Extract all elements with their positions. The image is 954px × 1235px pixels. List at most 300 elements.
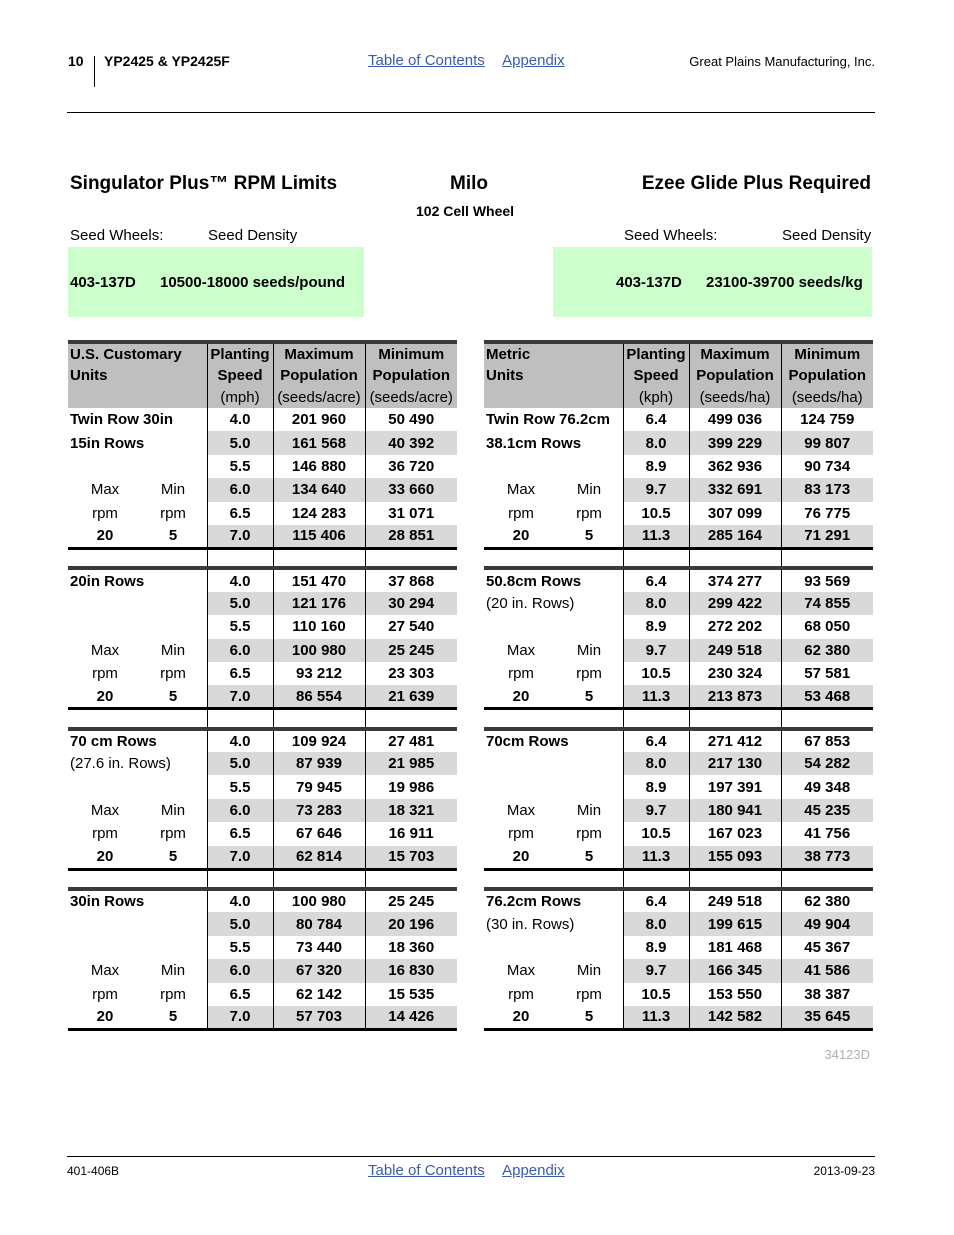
row-spacing-sublabel xyxy=(484,752,623,775)
header-row xyxy=(68,342,457,364)
planting-speed: 9.7 xyxy=(623,478,689,501)
table-row xyxy=(484,568,873,591)
column-header: Units xyxy=(68,364,207,386)
table-row xyxy=(68,455,457,478)
rpm-label-cell xyxy=(484,799,623,822)
max-rpm-value: 20 xyxy=(512,848,530,866)
table-row xyxy=(484,431,873,454)
spacer-cell xyxy=(781,548,873,568)
max-rpm-label: Max xyxy=(90,641,120,659)
max-population: 100 980 xyxy=(273,889,365,912)
column-header: (mph) xyxy=(207,386,273,408)
label-cell xyxy=(68,455,207,478)
rpm-label-cell xyxy=(484,1006,623,1029)
min-population: 30 294 xyxy=(365,592,457,615)
min-population: 31 071 xyxy=(365,502,457,525)
group-spacer xyxy=(484,869,873,889)
row-spacing-sublabel: (20 in. Rows) xyxy=(486,594,575,612)
row-spacing-label: 76.2cm Rows xyxy=(486,893,582,911)
min-population: 18 360 xyxy=(365,936,457,959)
column-header: Maximum xyxy=(273,342,365,364)
table-row xyxy=(484,502,873,525)
min-population: 37 868 xyxy=(365,568,457,591)
header-rule xyxy=(67,112,875,113)
spacer-cell xyxy=(781,709,873,729)
table-of-contents-link[interactable]: Table of Contents xyxy=(368,52,485,69)
footer-appendix-link[interactable]: Appendix xyxy=(502,1162,565,1179)
min-population: 38 773 xyxy=(781,846,873,869)
column-header: Speed xyxy=(207,364,273,386)
rpm-label-cell xyxy=(68,502,207,525)
planting-speed: 9.7 xyxy=(623,959,689,982)
header-row xyxy=(484,386,873,408)
min-rpm-label: Min xyxy=(160,962,186,980)
max-population: 73 440 xyxy=(273,936,365,959)
min-rpm-label: Min xyxy=(160,641,186,659)
spacer-cell xyxy=(623,709,689,729)
label-cell xyxy=(484,615,623,638)
label-cell xyxy=(68,936,207,959)
min-rpm-label: Min xyxy=(576,802,602,820)
max-population: 199 615 xyxy=(689,912,781,935)
min-population: 18 321 xyxy=(365,799,457,822)
rpm-label-cell xyxy=(484,639,623,662)
table-row xyxy=(484,478,873,501)
planting-speed: 6.4 xyxy=(623,889,689,912)
max-rpm-value: 20 xyxy=(96,1008,114,1026)
column-header: Speed xyxy=(623,364,689,386)
min-population: 49 904 xyxy=(781,912,873,935)
seed-density-value-left: 10500-18000 seeds/pound xyxy=(160,274,346,291)
model-title: YP2425 & YP2425F xyxy=(104,53,230,69)
rpm-unit-label: rpm xyxy=(576,504,602,522)
max-population: 499 036 xyxy=(689,408,781,431)
min-rpm-value: 5 xyxy=(168,848,178,866)
min-population: 33 660 xyxy=(365,478,457,501)
row-spacing-label: 30in Rows xyxy=(70,893,145,911)
planting-speed: 6.5 xyxy=(207,662,273,685)
us-customary-table xyxy=(68,340,457,1031)
column-header: (seeds/ha) xyxy=(781,386,873,408)
planting-speed: 7.0 xyxy=(207,1006,273,1029)
planting-speed: 9.7 xyxy=(623,799,689,822)
planting-speed: 6.4 xyxy=(623,408,689,431)
label-cell xyxy=(68,615,207,638)
table-row xyxy=(68,889,457,912)
table-row xyxy=(68,752,457,775)
table-row xyxy=(484,455,873,478)
planting-speed: 11.3 xyxy=(623,685,689,708)
min-rpm-label: Min xyxy=(576,641,602,659)
planting-speed: 10.5 xyxy=(623,822,689,845)
max-rpm-label: Max xyxy=(506,962,536,980)
min-population: 16 830 xyxy=(365,959,457,982)
planting-speed: 4.0 xyxy=(207,889,273,912)
max-rpm-value: 20 xyxy=(96,687,114,705)
table-row xyxy=(484,729,873,752)
spacer-cell xyxy=(68,709,207,729)
seed-density-value-right: 23100-39700 seeds/kg xyxy=(706,274,863,291)
table-row xyxy=(68,846,457,869)
row-spacing-sublabel xyxy=(68,592,207,615)
max-population: 217 130 xyxy=(689,752,781,775)
table-row xyxy=(68,478,457,501)
spacer-cell xyxy=(623,548,689,568)
min-population: 19 986 xyxy=(365,775,457,798)
header-links xyxy=(368,52,579,69)
max-rpm-label: Max xyxy=(506,481,536,499)
rpm-unit-label: rpm xyxy=(508,825,534,843)
rpm-unit-label: rpm xyxy=(160,665,186,683)
table-row xyxy=(68,525,457,548)
max-rpm-label: Max xyxy=(506,802,536,820)
table-row xyxy=(68,729,457,752)
seed-wheel-part-left: 403-137D xyxy=(70,274,136,291)
max-population: 332 691 xyxy=(689,478,781,501)
column-header: Planting xyxy=(207,342,273,364)
max-population: 249 518 xyxy=(689,889,781,912)
document-number: 401-406B xyxy=(67,1164,120,1178)
max-population: 67 646 xyxy=(273,822,365,845)
column-header: Planting xyxy=(623,342,689,364)
min-population: 20 196 xyxy=(365,912,457,935)
min-rpm-value: 5 xyxy=(168,1008,178,1026)
max-population: 73 283 xyxy=(273,799,365,822)
max-population: 161 568 xyxy=(273,431,365,454)
max-population: 272 202 xyxy=(689,615,781,638)
table-row xyxy=(68,408,457,431)
planting-speed: 6.4 xyxy=(623,568,689,591)
table-row xyxy=(484,822,873,845)
max-population: 80 784 xyxy=(273,912,365,935)
min-population: 62 380 xyxy=(781,889,873,912)
spacer-cell xyxy=(689,869,781,889)
rpm-label-cell xyxy=(484,685,623,708)
seed-density-label-right: Seed Density xyxy=(782,227,872,244)
max-population: 285 164 xyxy=(689,525,781,548)
rpm-unit-label: rpm xyxy=(92,665,118,683)
spacer-cell xyxy=(623,869,689,889)
min-population: 45 367 xyxy=(781,936,873,959)
column-header: (seeds/acre) xyxy=(365,386,457,408)
group-spacer xyxy=(484,548,873,568)
spacer-cell xyxy=(68,869,207,889)
min-rpm-value: 5 xyxy=(168,687,178,705)
table-row xyxy=(68,799,457,822)
min-population: 27 540 xyxy=(365,615,457,638)
table-row xyxy=(68,1006,457,1029)
column-header: Population xyxy=(781,364,873,386)
max-rpm-label: Max xyxy=(90,481,120,499)
row-spacing-sublabel: (30 in. Rows) xyxy=(486,915,575,933)
spacer-cell xyxy=(689,548,781,568)
min-population: 27 481 xyxy=(365,729,457,752)
planting-speed: 7.0 xyxy=(207,525,273,548)
max-rpm-label: Max xyxy=(90,802,120,820)
planting-speed: 5.0 xyxy=(207,431,273,454)
spacer-cell xyxy=(484,548,623,568)
planting-speed: 11.3 xyxy=(623,525,689,548)
rpm-unit-label: rpm xyxy=(576,825,602,843)
column-header: Maximum xyxy=(689,342,781,364)
spacer-cell xyxy=(273,548,365,568)
label-cell xyxy=(484,936,623,959)
table-row xyxy=(68,639,457,662)
table-row xyxy=(484,912,873,935)
spacer-cell xyxy=(273,869,365,889)
min-population: 14 426 xyxy=(365,1006,457,1029)
min-population: 49 348 xyxy=(781,775,873,798)
planting-speed: 8.0 xyxy=(623,752,689,775)
planting-speed: 5.5 xyxy=(207,775,273,798)
planting-speed: 6.0 xyxy=(207,478,273,501)
label-cell xyxy=(68,775,207,798)
min-rpm-value: 5 xyxy=(584,687,594,705)
min-population: 68 050 xyxy=(781,615,873,638)
table-row xyxy=(484,936,873,959)
seed-info-box-right xyxy=(553,247,872,317)
planting-speed: 5.0 xyxy=(207,592,273,615)
min-population: 28 851 xyxy=(365,525,457,548)
planting-speed: 6.5 xyxy=(207,983,273,1006)
planting-speed: 10.5 xyxy=(623,983,689,1006)
max-population: 115 406 xyxy=(273,525,365,548)
rpm-label-cell xyxy=(484,525,623,548)
rpm-label-cell xyxy=(68,1006,207,1029)
max-rpm-value: 20 xyxy=(512,687,530,705)
rpm-label-cell xyxy=(68,639,207,662)
min-population: 83 173 xyxy=(781,478,873,501)
rpm-label-cell xyxy=(68,983,207,1006)
max-population: 399 229 xyxy=(689,431,781,454)
table-row xyxy=(484,846,873,869)
rpm-label-cell xyxy=(484,822,623,845)
min-population: 74 855 xyxy=(781,592,873,615)
header-row xyxy=(68,364,457,386)
row-spacing-sublabel: 38.1cm Rows xyxy=(486,434,582,452)
table-row xyxy=(484,662,873,685)
spacer-cell xyxy=(365,548,457,568)
planting-speed: 5.5 xyxy=(207,615,273,638)
rpm-label-cell xyxy=(484,846,623,869)
column-header: (seeds/acre) xyxy=(273,386,365,408)
header-row xyxy=(484,364,873,386)
planting-speed: 6.5 xyxy=(207,502,273,525)
min-population: 57 581 xyxy=(781,662,873,685)
spacer-cell xyxy=(365,709,457,729)
spacer-cell xyxy=(273,709,365,729)
max-population: 87 939 xyxy=(273,752,365,775)
max-population: 271 412 xyxy=(689,729,781,752)
table-row xyxy=(68,502,457,525)
table-row xyxy=(68,822,457,845)
rpm-unit-label: rpm xyxy=(92,985,118,1003)
spacer-cell xyxy=(484,709,623,729)
rpm-unit-label: rpm xyxy=(508,665,534,683)
planting-speed: 4.0 xyxy=(207,408,273,431)
spacer-cell xyxy=(207,869,273,889)
rpm-unit-label: rpm xyxy=(508,985,534,1003)
table-row xyxy=(484,775,873,798)
max-rpm-value: 20 xyxy=(96,527,114,545)
column-header: Population xyxy=(273,364,365,386)
table-row xyxy=(484,799,873,822)
max-population: 299 422 xyxy=(689,592,781,615)
max-population: 166 345 xyxy=(689,959,781,982)
planting-speed: 4.0 xyxy=(207,568,273,591)
row-spacing-label: 50.8cm Rows xyxy=(486,572,582,590)
min-population: 40 392 xyxy=(365,431,457,454)
min-rpm-value: 5 xyxy=(584,848,594,866)
table-row xyxy=(484,959,873,982)
planting-speed: 6.4 xyxy=(623,729,689,752)
table-row xyxy=(68,662,457,685)
min-rpm-label: Min xyxy=(160,802,186,820)
rpm-label-cell xyxy=(484,959,623,982)
max-rpm-value: 20 xyxy=(512,527,530,545)
rpm-unit-label: rpm xyxy=(576,665,602,683)
min-population: 76 775 xyxy=(781,502,873,525)
table-row xyxy=(68,775,457,798)
min-rpm-value: 5 xyxy=(168,527,178,545)
planting-speed: 7.0 xyxy=(207,846,273,869)
rpm-limits-title: Singulator Plus™ RPM Limits xyxy=(70,173,338,194)
row-spacing-label: 70cm Rows xyxy=(486,732,569,750)
rpm-unit-label: rpm xyxy=(160,985,186,1003)
max-population: 121 176 xyxy=(273,592,365,615)
max-population: 100 980 xyxy=(273,639,365,662)
column-header xyxy=(68,386,207,408)
min-population: 99 807 xyxy=(781,431,873,454)
planting-speed: 11.3 xyxy=(623,846,689,869)
company-name: Great Plains Manufacturing, Inc. xyxy=(689,54,875,69)
spacer-cell xyxy=(484,869,623,889)
rpm-unit-label: rpm xyxy=(576,985,602,1003)
footer-links xyxy=(368,1162,579,1179)
min-rpm-label: Min xyxy=(576,481,602,499)
max-population: 110 160 xyxy=(273,615,365,638)
min-population: 93 569 xyxy=(781,568,873,591)
rpm-label-cell xyxy=(68,799,207,822)
rpm-unit-label: rpm xyxy=(160,504,186,522)
table-row xyxy=(68,592,457,615)
spacer-cell xyxy=(689,709,781,729)
crop-title: Milo xyxy=(450,173,488,194)
max-rpm-label: Max xyxy=(506,641,536,659)
planting-speed: 6.0 xyxy=(207,639,273,662)
max-population: 134 640 xyxy=(273,478,365,501)
revision-date: 2013-09-23 xyxy=(813,1164,875,1178)
column-header: (kph) xyxy=(623,386,689,408)
planting-speed: 5.5 xyxy=(207,936,273,959)
min-population: 45 235 xyxy=(781,799,873,822)
max-population: 86 554 xyxy=(273,685,365,708)
column-header: Units xyxy=(484,364,623,386)
rpm-label-cell xyxy=(484,662,623,685)
column-header: (seeds/ha) xyxy=(689,386,781,408)
max-population: 230 324 xyxy=(689,662,781,685)
column-header xyxy=(484,386,623,408)
planting-speed: 8.9 xyxy=(623,936,689,959)
max-rpm-value: 20 xyxy=(512,1008,530,1026)
row-spacing-sublabel: (27.6 in. Rows) xyxy=(70,755,171,773)
min-rpm-value: 5 xyxy=(584,1008,594,1026)
min-population: 53 468 xyxy=(781,685,873,708)
max-population: 362 936 xyxy=(689,455,781,478)
max-population: 153 550 xyxy=(689,983,781,1006)
max-population: 307 099 xyxy=(689,502,781,525)
planting-speed: 9.7 xyxy=(623,639,689,662)
rpm-label-cell xyxy=(68,822,207,845)
ezee-glide-title: Ezee Glide Plus Required xyxy=(641,173,871,194)
seed-wheels-label-right: Seed Wheels: xyxy=(624,227,718,244)
rpm-label-cell xyxy=(68,662,207,685)
min-population: 15 703 xyxy=(365,846,457,869)
planting-speed: 6.0 xyxy=(207,959,273,982)
min-population: 15 535 xyxy=(365,983,457,1006)
rpm-unit-label: rpm xyxy=(92,825,118,843)
max-population: 62 814 xyxy=(273,846,365,869)
max-population: 180 941 xyxy=(689,799,781,822)
rpm-label-cell xyxy=(484,983,623,1006)
min-population: 21 985 xyxy=(365,752,457,775)
table-row xyxy=(68,431,457,454)
group-spacer xyxy=(68,869,457,889)
header-row xyxy=(484,342,873,364)
rpm-unit-label: rpm xyxy=(508,504,534,522)
min-population: 36 720 xyxy=(365,455,457,478)
appendix-link[interactable]: Appendix xyxy=(502,52,565,69)
planting-speed: 8.0 xyxy=(623,431,689,454)
group-spacer xyxy=(484,709,873,729)
min-population: 50 490 xyxy=(365,408,457,431)
label-cell xyxy=(484,775,623,798)
planting-speed: 6.0 xyxy=(207,799,273,822)
column-header: Metric xyxy=(484,342,623,364)
min-population: 16 911 xyxy=(365,822,457,845)
row-spacing-sublabel xyxy=(68,912,207,935)
table-row xyxy=(484,889,873,912)
footer-table-of-contents-link[interactable]: Table of Contents xyxy=(368,1162,485,1179)
planting-speed: 8.0 xyxy=(623,912,689,935)
max-rpm-label: Max xyxy=(90,962,120,980)
spacer-cell xyxy=(68,548,207,568)
table-row xyxy=(484,525,873,548)
min-population: 71 291 xyxy=(781,525,873,548)
row-spacing-label: Twin Row 76.2cm xyxy=(486,411,610,429)
min-population: 67 853 xyxy=(781,729,873,752)
table-row xyxy=(68,959,457,982)
label-cell xyxy=(484,455,623,478)
max-rpm-value: 20 xyxy=(96,848,114,866)
planting-speed: 6.5 xyxy=(207,822,273,845)
seed-info-box-left xyxy=(68,247,364,317)
row-spacing-label: 20in Rows xyxy=(70,572,145,590)
max-population: 155 093 xyxy=(689,846,781,869)
column-header: Population xyxy=(365,364,457,386)
min-population: 25 245 xyxy=(365,639,457,662)
table-row xyxy=(484,615,873,638)
min-population: 90 734 xyxy=(781,455,873,478)
rpm-label-cell xyxy=(484,478,623,501)
planting-speed: 11.3 xyxy=(623,1006,689,1029)
max-population: 374 277 xyxy=(689,568,781,591)
min-population: 25 245 xyxy=(365,889,457,912)
min-rpm-label: Min xyxy=(160,481,186,499)
min-population: 35 645 xyxy=(781,1006,873,1029)
min-population: 41 756 xyxy=(781,822,873,845)
table-row xyxy=(68,568,457,591)
